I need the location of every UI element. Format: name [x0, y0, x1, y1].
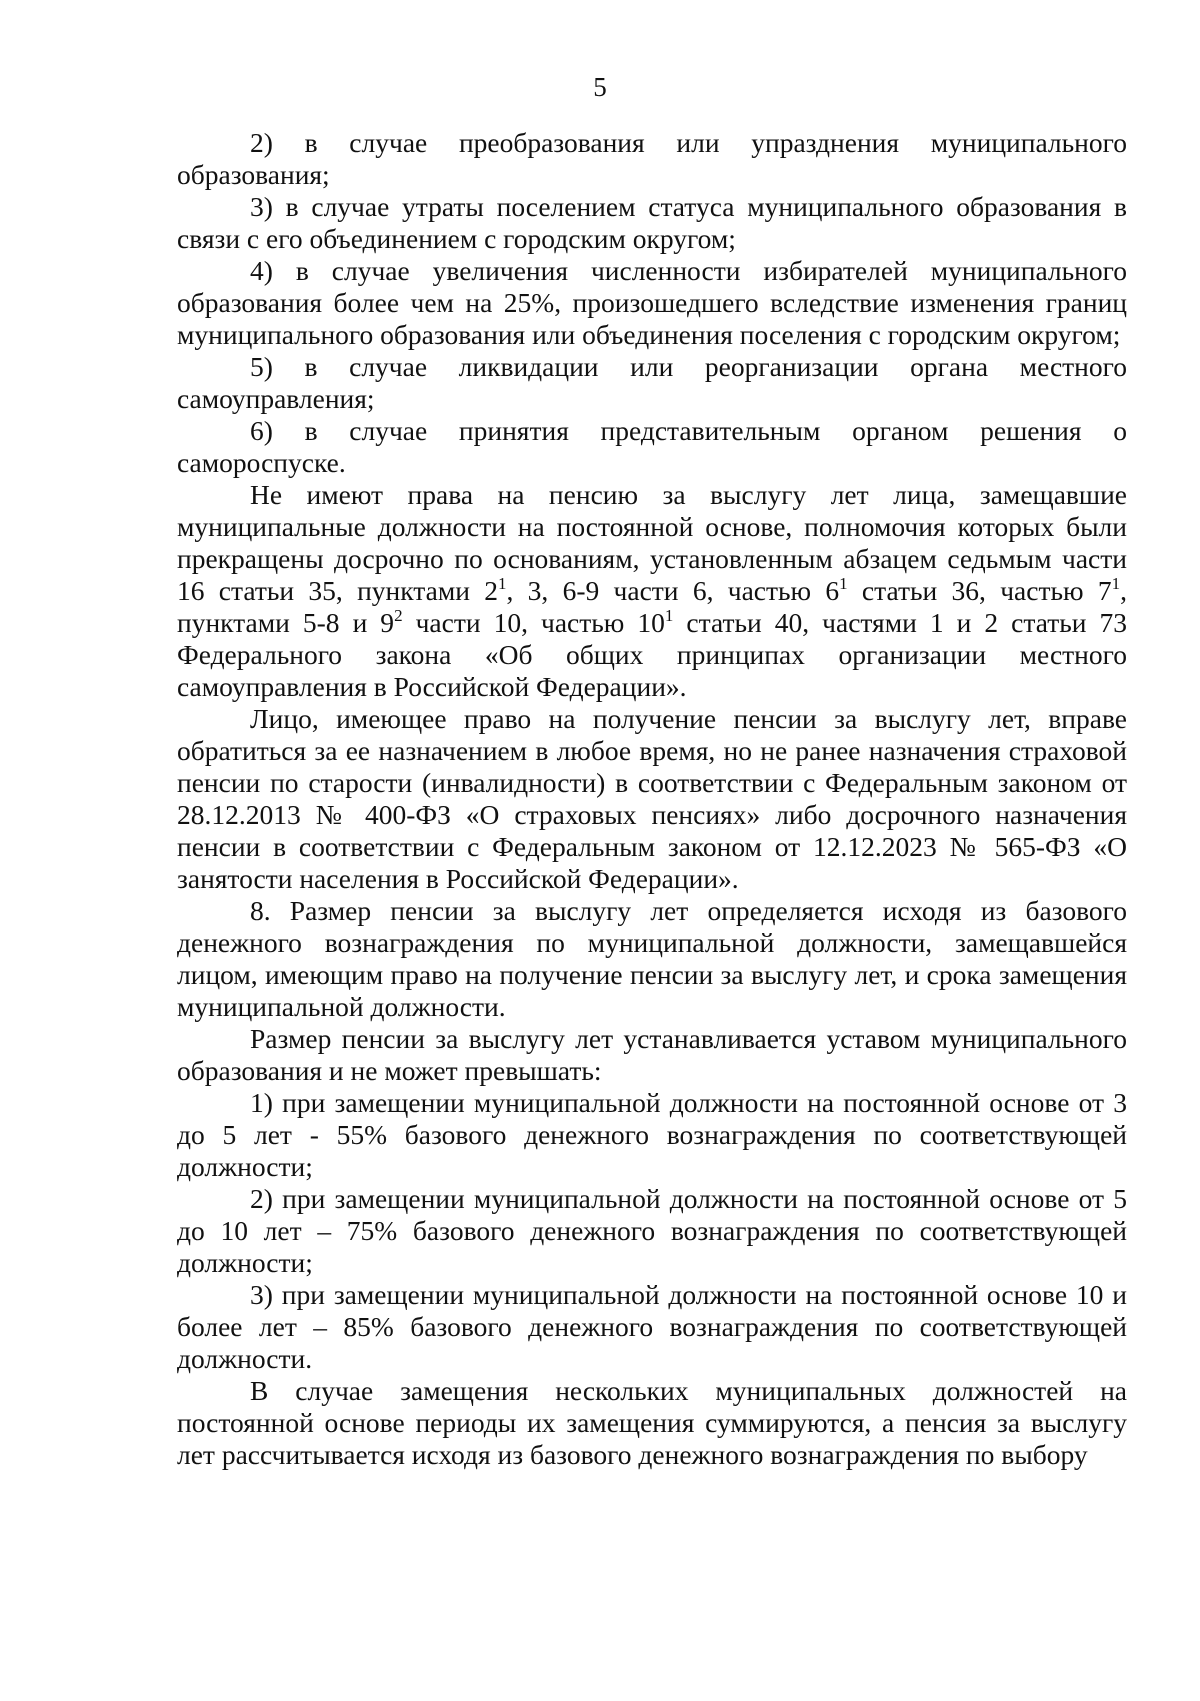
paragraph-item-5: 5) в случае ликвидации или реорганизации органа местного самоуправления; — [177, 351, 1127, 414]
paragraph-rate-2: 2) при замещении муниципальной должности на постоянной основе от 5 до 10 лет – 75% базового денежного вознаграждения по соответствующей должности; — [177, 1183, 1127, 1278]
paragraph-item-4: 4) в случае увеличения численности избирателей муниципального образования более чем на 25%, произошедшего вследствие изменения границ муниципального образования или объединения поселения с городским округом; — [177, 255, 1127, 350]
paragraph-no-pension-right — [177, 479, 1127, 703]
text-segment: части 10, частью 10 — [402, 607, 665, 638]
text-segment: Не имеют права на пенсию за выслугу лет лица, замещавшие муниципальные должности на постоянной основе, полномочия которых были прекращены досрочно по основаниям, установленным абзацем седьмым части 16 статьи 35, пунктами 2 — [177, 479, 1127, 606]
paragraph-item-2: 2) в случае преобразования или упразднения муниципального образования; — [177, 127, 1127, 190]
page-number: 5 — [593, 72, 607, 102]
text-segment: , пунктами 5-8 и 9 — [177, 575, 1127, 638]
paragraph-pension-application: Лицо, имеющее право на получение пенсии за выслугу лет, вправе обратиться за ее назначением в любое время, но не ранее назначения страховой пенсии по старости (инвалидности) в соответствии с Федеральным законом от 28.12.2013 № 400-ФЗ «О страховых пенсиях» либо досрочного назначения пенсии в соответствии с Федеральным законом от 12.12.2023 № 565-ФЗ «О занятости населения в Российской Федерации». — [177, 703, 1127, 894]
paragraph-section-8: 8. Размер пенсии за выслугу лет определяется исходя из базового денежного вознаграждения по муниципальной должности, замещавшейся лицом, имеющим право на получение пенсии за выслугу лет, и срока замещения муниципальной должности. — [177, 895, 1127, 1022]
text-segment: , 3, 6-9 части 6, частью 6 — [506, 575, 840, 606]
superscript: 1 — [498, 574, 507, 593]
paragraph-item-6: 6) в случае принятия представительным органом решения о самороспуске. — [177, 415, 1127, 478]
superscript: 2 — [394, 606, 403, 625]
text-segment: статьи 40, частями 1 и 2 статьи 73 Федерального закона «Об общих принципах организации местного самоуправления в Российской Федерации». — [177, 607, 1127, 702]
superscript: 1 — [1111, 574, 1121, 593]
superscript: 1 — [664, 606, 674, 625]
paragraph-rate-3: 3) при замещении муниципальной должности на постоянной основе 10 и более лет – 85% базового денежного вознаграждения по соответствующей должности. — [177, 1279, 1127, 1374]
paragraph-multiple-positions: В случае замещения нескольких муниципальных должностей на постоянной основе периоды их замещения суммируются, а пенсия за выслугу лет рассчитывается исходя из базового денежного вознаграждения по выбору — [177, 1375, 1127, 1470]
paragraph-rate-1: 1) при замещении муниципальной должности на постоянной основе от 3 до 5 лет - 55% базового денежного вознаграждения по соответствующей должности; — [177, 1087, 1127, 1182]
paragraph-item-3: 3) в случае утраты поселением статуса муниципального образования в связи с его объединением с городским округом; — [177, 191, 1127, 254]
text-segment: статьи 36, частью 7 — [847, 575, 1112, 606]
superscript: 1 — [839, 574, 848, 593]
document-body — [177, 127, 1127, 1471]
paragraph-pension-size-limit: Размер пенсии за выслугу лет устанавливается уставом муниципального образования и не может превышать: — [177, 1023, 1127, 1086]
